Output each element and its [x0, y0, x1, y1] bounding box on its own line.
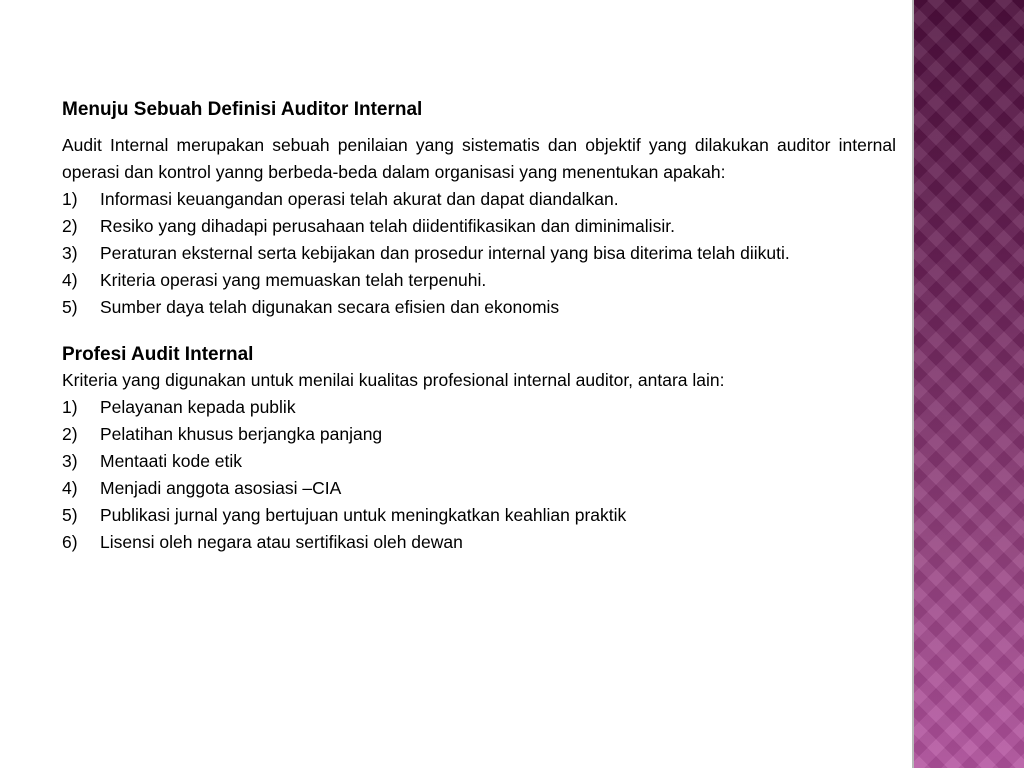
section-heading-profesi: Profesi Audit Internal	[62, 344, 254, 365]
list-item	[62, 394, 896, 421]
list-item	[62, 294, 896, 321]
list-number: 6)	[62, 532, 78, 552]
definition-paragraph: Audit Internal merupakan sebuah penilaian yang sistematis dan objektif yang dilakukan auditor internal operasi dan kontrol yanng berbeda-beda dalam organisasi yang menentukan apakah:	[62, 135, 896, 182]
list-item-text: Resiko yang dihadapi perusahaan telah diidentifikasikan dan diminimalisir.	[100, 216, 675, 236]
list-item	[62, 448, 896, 475]
list-item	[62, 186, 896, 213]
list-item-text: Publikasi jurnal yang bertujuan untuk meningkatkan keahlian praktik	[100, 505, 627, 525]
list-number: 1)	[62, 397, 78, 417]
list-item-text: Menjadi anggota asosiasi –CIA	[100, 478, 342, 498]
list-item-text: Informasi keuangandan operasi telah akurat dan dapat diandalkan.	[100, 189, 619, 209]
list-number: 2)	[62, 424, 78, 444]
list-item	[62, 240, 896, 267]
list-number: 3)	[62, 451, 78, 471]
decorative-side-band	[912, 0, 1024, 768]
list-item	[62, 475, 896, 502]
list-item	[62, 529, 896, 556]
criteria-list	[62, 394, 896, 556]
list-item-text: Kriteria operasi yang memuaskan telah terpenuhi.	[100, 270, 487, 290]
list-item	[62, 502, 896, 529]
list-number: 2)	[62, 216, 78, 236]
list-item	[62, 267, 896, 294]
list-item	[62, 213, 896, 240]
slide-content	[62, 98, 896, 556]
list-item-text: Pelayanan kepada publik	[100, 397, 296, 417]
list-number: 4)	[62, 478, 78, 498]
list-number: 5)	[62, 505, 78, 525]
list-item-text: Sumber daya telah digunakan secara efisien dan ekonomis	[100, 297, 560, 317]
list-item-text: Mentaati kode etik	[100, 451, 243, 471]
list-number: 3)	[62, 243, 78, 263]
list-item-text: Lisensi oleh negara atau sertifikasi oleh dewan	[100, 532, 463, 552]
section-heading-definisi: Menuju Sebuah Definisi Auditor Internal	[62, 99, 423, 120]
list-number: 1)	[62, 189, 78, 209]
list-number: 4)	[62, 270, 78, 290]
definition-list	[62, 186, 896, 321]
list-number: 5)	[62, 297, 78, 317]
list-item-text: Peraturan eksternal serta kebijakan dan prosedur internal yang bisa diterima telah diikuti.	[100, 243, 790, 263]
criteria-intro: Kriteria yang digunakan untuk menilai kualitas profesional internal auditor, antara lain:	[62, 370, 725, 390]
list-item	[62, 421, 896, 448]
list-item-text: Pelatihan khusus berjangka panjang	[100, 424, 383, 444]
